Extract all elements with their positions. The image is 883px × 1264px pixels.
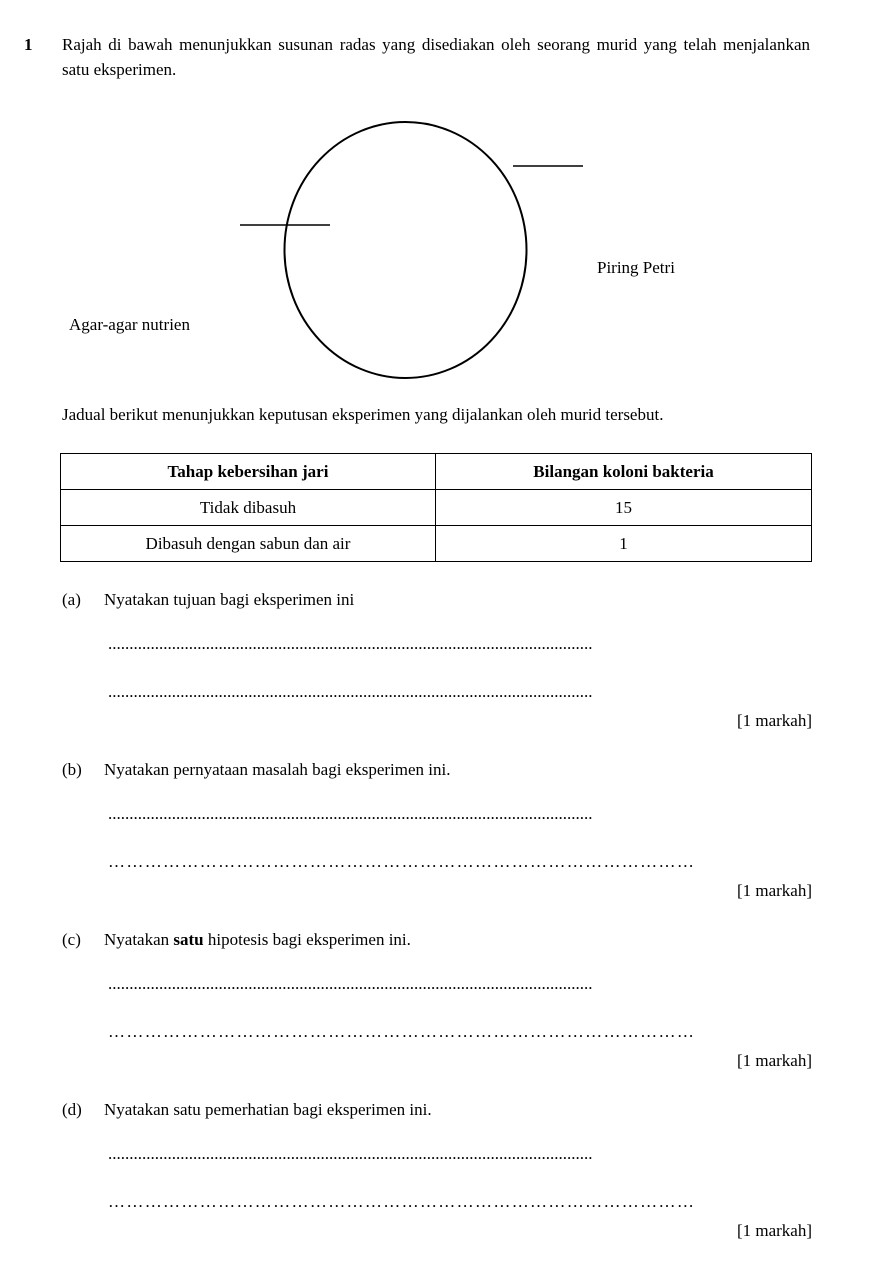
part-d-text-before: Nyatakan satu pemerhatian bagi eksperimen ini.	[104, 1100, 432, 1119]
question-part-c	[62, 928, 812, 1070]
table-cell-condition: Dibasuh dengan sabun dan air	[61, 526, 436, 562]
results-table	[60, 453, 812, 562]
marks-allocation-a: [1 markah]	[736, 711, 812, 730]
table-cell-condition: Tidak dibasuh	[61, 490, 436, 526]
petri-dish-drawing	[0, 100, 883, 400]
answer-line-b-2[interactable]: ……………………………………………………………………………………	[108, 854, 696, 870]
part-a-text	[104, 588, 812, 612]
part-c-text-bold: satu	[173, 930, 204, 949]
part-b-heading	[62, 758, 812, 782]
apparatus-diagram	[0, 100, 883, 400]
table-row	[61, 526, 812, 562]
part-b-text-before: Nyatakan pernyataan masalah bagi eksperimen ini.	[104, 760, 451, 779]
question-part-a	[62, 588, 812, 730]
question-part-b	[62, 758, 812, 900]
table-row	[61, 490, 812, 526]
answer-line-c-2[interactable]: ……………………………………………………………………………………	[108, 1024, 696, 1040]
part-c-text-after: hipotesis bagi eksperimen ini.	[203, 930, 411, 949]
marks-allocation-b: [1 markah]	[736, 881, 812, 900]
table-intro-text: Jadual berikut menunjukkan keputusan eksperimen yang dijalankan oleh murid tersebut.	[62, 405, 664, 424]
part-d-letter: (d)	[62, 1100, 82, 1119]
question-number: 1	[24, 35, 33, 54]
label-agar-agar-nutrien: Agar-agar nutrien	[69, 315, 190, 334]
table-header-row	[61, 454, 812, 490]
part-b-letter: (b)	[62, 760, 82, 779]
answer-line-c-1[interactable]: ..................................................................................................................	[108, 976, 593, 992]
answer-line-a-2[interactable]: ..................................................................................................................	[108, 684, 593, 700]
part-c-text	[104, 928, 812, 952]
question-stem	[24, 32, 814, 82]
table-cell-count: 1	[436, 526, 812, 562]
part-d-text	[104, 1098, 812, 1122]
part-c-heading	[62, 928, 812, 952]
question-stem-text: Rajah di bawah menunjukkan susunan radas yang disediakan oleh seorang murid yang telah menjalankan satu eksperimen.	[62, 35, 810, 79]
question-part-d	[62, 1098, 812, 1240]
part-a-text-before: Nyatakan tujuan bagi eksperimen ini	[104, 590, 355, 609]
answer-line-d-2[interactable]: ……………………………………………………………………………………	[108, 1194, 696, 1210]
table-cell-count: 15	[436, 490, 812, 526]
part-a-letter: (a)	[62, 590, 81, 609]
marks-allocation-d: [1 markah]	[736, 1221, 812, 1240]
part-c-letter: (c)	[62, 930, 81, 949]
part-a-heading	[62, 588, 812, 612]
petri-dish-circle	[285, 122, 527, 378]
table-header-cell-colony-count: Bilangan koloni bakteria	[436, 454, 812, 490]
part-c-text-before: Nyatakan	[104, 930, 174, 949]
answer-line-b-1[interactable]: ..................................................................................................................	[108, 806, 593, 822]
table-header-cell-cleanliness: Tahap kebersihan jari	[61, 454, 436, 490]
label-piring-petri: Piring Petri	[597, 258, 675, 277]
part-b-text	[104, 758, 812, 782]
marks-allocation-c: [1 markah]	[736, 1051, 812, 1070]
answer-line-a-1[interactable]: ..................................................................................................................	[108, 636, 593, 652]
answer-line-d-1[interactable]: ..................................................................................................................	[108, 1146, 593, 1162]
part-d-heading	[62, 1098, 812, 1122]
